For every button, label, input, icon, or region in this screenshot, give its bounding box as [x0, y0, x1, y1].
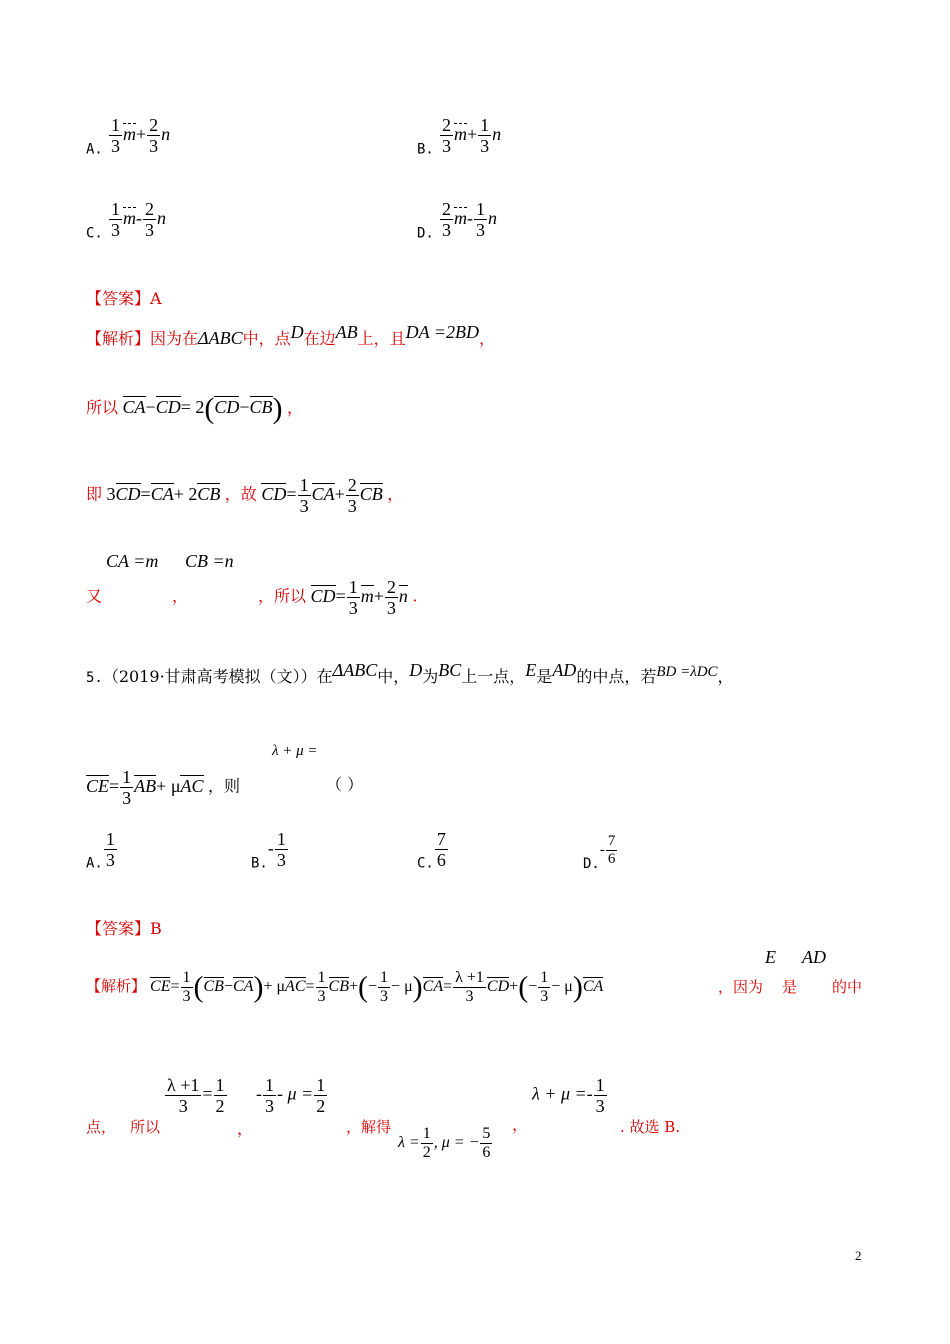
fraction: $\frac{1}{3}$: [110, 199, 120, 240]
q5-analysis-is: 是: [782, 978, 798, 996]
q5-solution: λ = $\frac{1}{2}$ , μ = − $\frac{5}{6}$: [398, 1125, 491, 1161]
q5-conclusion: . 故选 B.: [620, 1118, 681, 1136]
fraction: $\frac{2}{3}$: [441, 199, 451, 240]
q4-analysis-line-2: 所以 CA−CD= 2(CD−CB) ，: [86, 392, 304, 425]
condition-da-2bd: DA =2BD: [405, 322, 479, 342]
vector-m: m: [122, 207, 136, 228]
q4-option-d: D. $\frac{2}{3}$ m- $\frac{1}{3}$ n: [417, 199, 497, 242]
fraction: $\frac{1}{3}$: [480, 115, 490, 156]
page-number: 2: [855, 1248, 862, 1263]
q5-point-e: E: [765, 947, 776, 967]
vector-n: n: [161, 123, 171, 144]
fraction: $\frac{1}{3}$: [110, 115, 120, 156]
q5-segment-ad: AD: [802, 947, 826, 967]
q4-analysis-line-1: 【解析】因为在ΔABC中，点D在边AB上，且DA =2BD，: [86, 322, 495, 348]
vector-n: n: [156, 207, 166, 228]
vector-m: m: [453, 207, 467, 228]
vector-m: m: [122, 123, 136, 144]
q5-equation-2: - $\frac{1}{3}$ - μ = $\frac{1}{2}$: [256, 1075, 326, 1116]
fraction: $\frac{2}{3}$: [144, 199, 154, 240]
q5-stem: 5.（2019·甘肃高考模拟（文））在ΔABC中，D为BC上一点，E是AD的中点，若BD =λDC，: [86, 660, 734, 686]
question-source: （2019·甘肃高考模拟（文））在: [102, 667, 333, 686]
option-label: B.: [417, 141, 434, 158]
q4-analysis-line-3: 即 3CD=CA+ 2CB ，故 CD= $\frac{1}{3}$ CA+ $\frac{2}{3}$ CB ，: [86, 475, 404, 516]
option-label: A.: [86, 141, 103, 158]
q5-line-2: CE= $\frac{1}{3}$ AB+ μAC ，则: [86, 767, 241, 808]
q5-analysis-midpoint: 的中: [832, 978, 863, 996]
q5-equation-1: $\frac{\lambda +1}{3}$ = $\frac{1}{2}$: [167, 1075, 225, 1116]
q5-option-b: B.- $\frac{1}{3}$: [251, 829, 286, 872]
q4-analysis-line-4: 又 ， ，所以 CD= $\frac{1}{3}$ m+ $\frac{2}{3}$ n .: [86, 577, 418, 618]
q5-analysis-point: 点，: [86, 1118, 117, 1136]
q4-option-c: C. $\frac{1}{3}$ m- $\frac{2}{3}$ n: [86, 199, 166, 242]
q4-option-b: B. $\frac{2}{3}$ m+ $\frac{1}{3}$ n: [417, 115, 502, 158]
q5-analysis-solve: ，解得: [346, 1118, 392, 1136]
q5-answer: 【答案】B: [86, 919, 162, 938]
q5-option-c: C. $\frac{7}{6}$: [417, 829, 446, 872]
question-number: 5.: [86, 670, 103, 686]
option-label: C.: [86, 225, 103, 242]
fraction: $\frac{2}{3}$: [149, 115, 159, 156]
q5-analysis-line-1: 【解析】 CE= $\frac{1}{3}$ (CB−CA)+ μAC= $\frac{1}{3}$ CB+(− $\frac{1}{3}$ − μ)CA= $\frac{\lambda +1}{3}$ CD+(− $\frac{1}{3}$ − μ)CA: [86, 969, 604, 1005]
q5-analysis-because: ，因为: [718, 978, 764, 996]
condition-bd-lambda-dc: BD =λDC: [656, 664, 718, 680]
q4-given-ca-m: CA =m: [106, 551, 159, 571]
triangle-abc: ΔABC: [198, 328, 243, 348]
q5-option-a: A. $\frac{1}{3}$: [86, 829, 115, 872]
q5-option-d: D.- $\frac{7}{6}$: [583, 833, 616, 872]
analysis-tag: 【解析】: [86, 329, 151, 348]
q4-given-cb-n: CB =n: [185, 551, 234, 571]
q5-ask-lambda-plus-mu: λ + μ =: [272, 743, 318, 759]
q4-answer: 【答案】A: [86, 289, 162, 308]
option-label: D.: [417, 225, 434, 242]
q5-result: λ + μ =- $\frac{1}{3}$: [532, 1075, 605, 1116]
fraction: $\frac{1}{3}$: [475, 199, 485, 240]
vector-n: n: [487, 207, 497, 228]
q4-option-a: A. $\frac{1}{3}$ m+ $\frac{2}{3}$ n: [86, 115, 171, 158]
fraction: $\frac{2}{3}$: [441, 115, 451, 156]
vector-n: n: [492, 123, 502, 144]
q5-analysis-so: 所以: [130, 1118, 161, 1136]
vector-m: m: [453, 123, 467, 144]
q5-answer-paren: （ ）: [326, 775, 364, 794]
